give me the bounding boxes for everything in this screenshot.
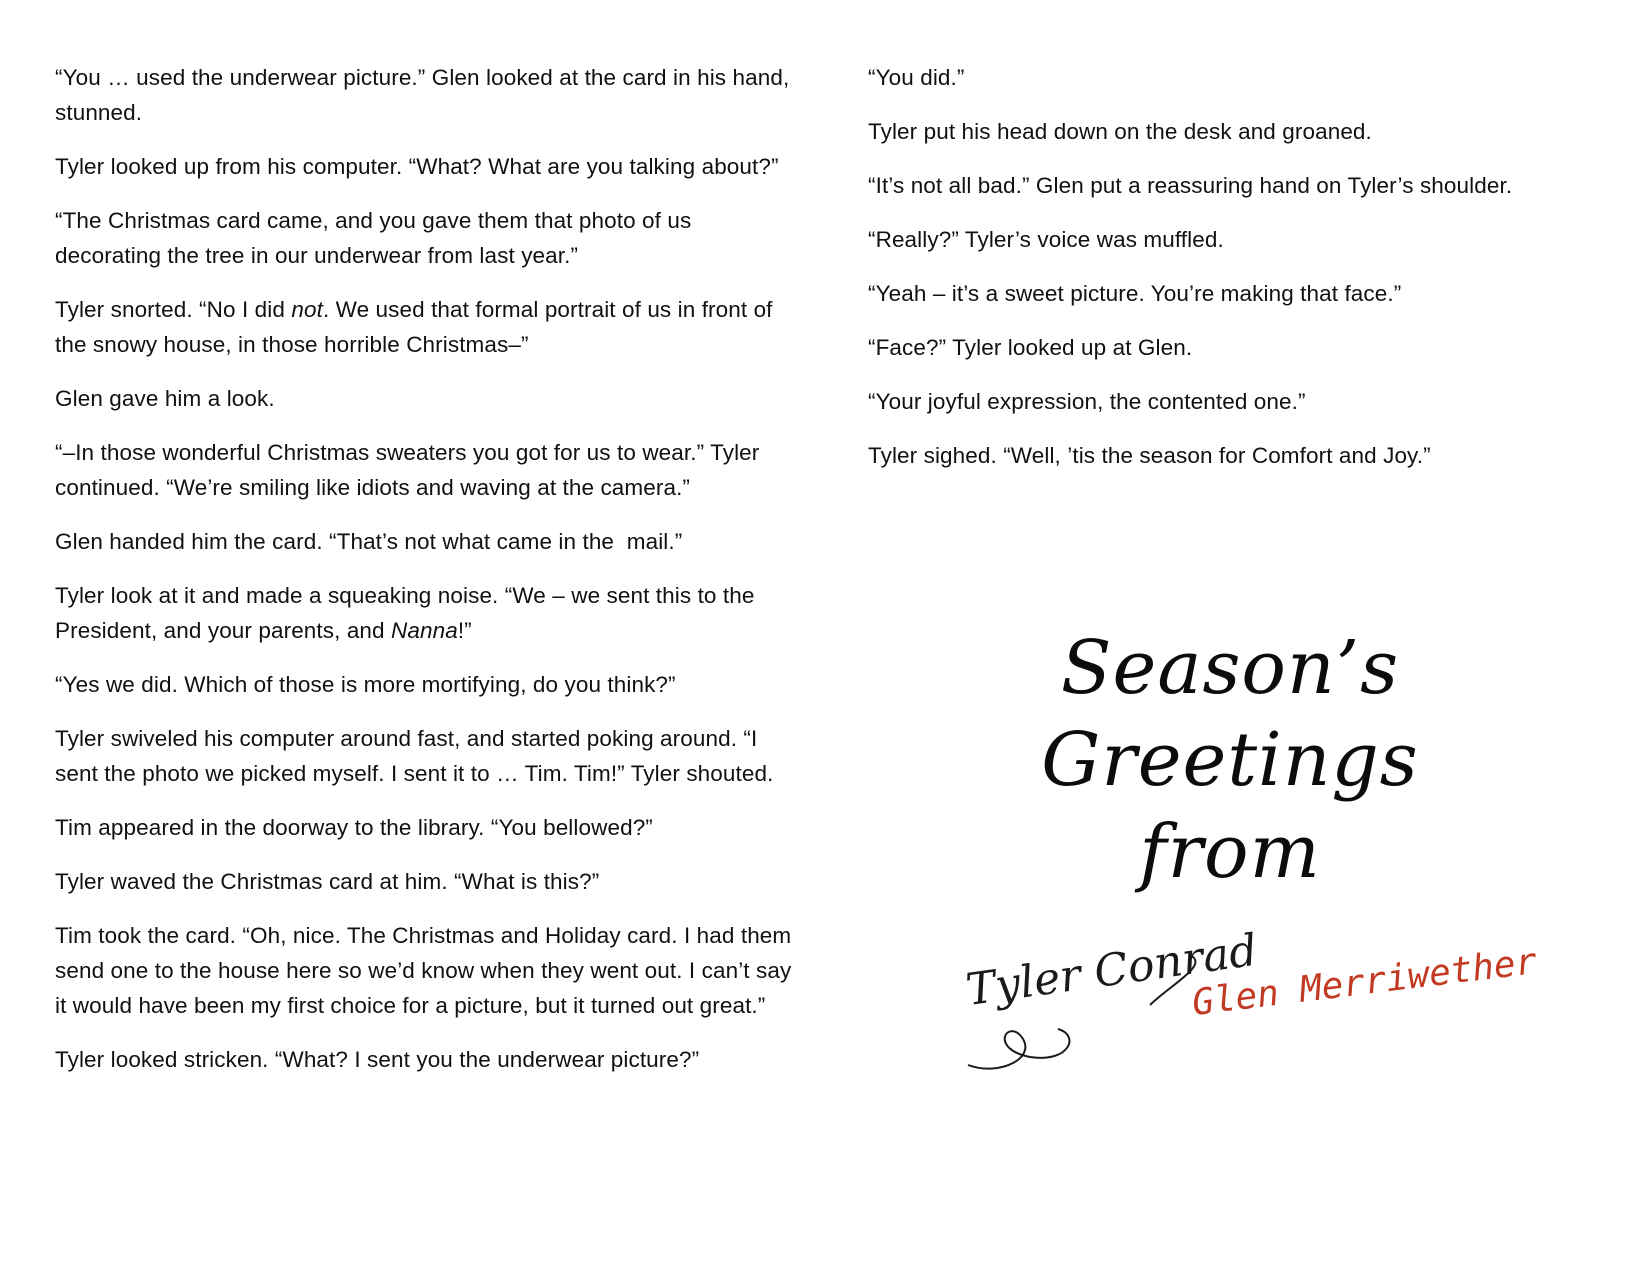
seasons-greetings-heading [1000, 622, 1460, 898]
emphasis-text: not [291, 297, 323, 322]
paragraph-text: Tyler put his head down on the desk and groaned. [868, 119, 1372, 144]
right-paragraph [868, 276, 1608, 311]
paragraph-text: Glen gave him a look. [55, 386, 275, 411]
right-text-column [868, 60, 1608, 492]
paragraph-text: “–In those wonderful Christmas sweaters you got for us to wear.” Tyler continued. “We’re smiling like idiots and waving at the camera.” [55, 440, 766, 500]
paragraph-text: “Yes we did. Which of those is more mortifying, do you think?” [55, 672, 676, 697]
left-paragraph [55, 203, 795, 273]
emphasis-text: Nanna [391, 618, 458, 643]
paragraph-text: “Face?” Tyler looked up at Glen. [868, 335, 1193, 360]
paragraph-text: “The Christmas card came, and you gave them that photo of us decorating the tree in our underwear from last year.” [55, 208, 698, 268]
paragraph-text: Tyler swiveled his computer around fast, and started poking around. “I sent the photo we picked myself. I sent it to … Tim. Tim!” Tyler shouted. [55, 726, 774, 786]
right-paragraph [868, 222, 1608, 257]
paragraph-text: “You … used the underwear picture.” Glen looked at the card in his hand, stunned. [55, 65, 796, 125]
right-paragraph [868, 114, 1608, 149]
left-paragraph [55, 60, 795, 130]
left-paragraph [55, 810, 795, 845]
glen-signature: Glen Merriwether [1190, 941, 1540, 1024]
paragraph-text: Tyler looked up from his computer. “What? What are you talking about?” [55, 154, 779, 179]
right-paragraph [868, 60, 1608, 95]
paragraph-text: !” [457, 618, 472, 643]
paragraph-text: “Your joyful expression, the contented one.” [868, 389, 1306, 414]
left-paragraph [55, 667, 795, 702]
left-paragraph [55, 864, 795, 899]
left-paragraph [55, 524, 795, 559]
paragraph-text: “Really?” Tyler’s voice was muffled. [868, 227, 1224, 252]
paragraph-text: Tyler looked stricken. “What? I sent you the underwear picture?” [55, 1047, 700, 1072]
right-paragraph [868, 168, 1608, 203]
left-paragraph [55, 149, 795, 184]
paragraph-text: Glen handed him the card. “That’s not what came in the mail.” [55, 529, 683, 554]
tyler-signature: Tyler Conrad [962, 924, 1261, 1016]
paragraph-text: Tyler waved the Christmas card at him. “What is this?” [55, 869, 600, 894]
left-paragraph [55, 1042, 795, 1077]
paragraph-text: “Yeah – it’s a sweet picture. You’re making that face.” [868, 281, 1402, 306]
paragraph-text: Tyler look at it and made a squeaking noise. “We – we sent this to the President, and your parents, and [55, 583, 761, 643]
paragraph-text: Tim appeared in the doorway to the library. “You bellowed?” [55, 815, 653, 840]
left-paragraph [55, 918, 798, 1023]
greeting-line-1: Season’s [1060, 625, 1400, 711]
left-paragraph [55, 578, 795, 648]
left-paragraph [55, 292, 795, 362]
paragraph-text: “It’s not all bad.” Glen put a reassuring hand on Tyler’s shoulder. [868, 173, 1513, 198]
paragraph-text: . We used that formal portrait of us in front of the snowy house, in those horrible Christmas–” [55, 297, 779, 357]
greeting-line-2: Greetings [1041, 717, 1419, 803]
right-paragraph [868, 438, 1608, 473]
paragraph-text: Tim took the card. “Oh, nice. The Christmas and Holiday card. I had them send one to the house here so we’d know when they went out. I can’t say it would have been my first choice for a picture, but it turned out great.” [55, 923, 798, 1018]
signatures [960, 924, 1560, 1085]
left-paragraph [55, 435, 795, 505]
left-text-column [55, 60, 798, 1096]
paragraph-text: “You did.” [868, 65, 965, 90]
left-paragraph [55, 721, 795, 791]
left-paragraph [55, 381, 795, 416]
paragraph-text: Tyler snorted. “No I did [55, 297, 292, 322]
paragraph-text: Tyler sighed. “Well, ’tis the season for Comfort and Joy.” [868, 443, 1431, 468]
right-paragraph [868, 384, 1608, 419]
right-paragraph [868, 330, 1608, 365]
greeting-line-3: from [1139, 809, 1321, 895]
